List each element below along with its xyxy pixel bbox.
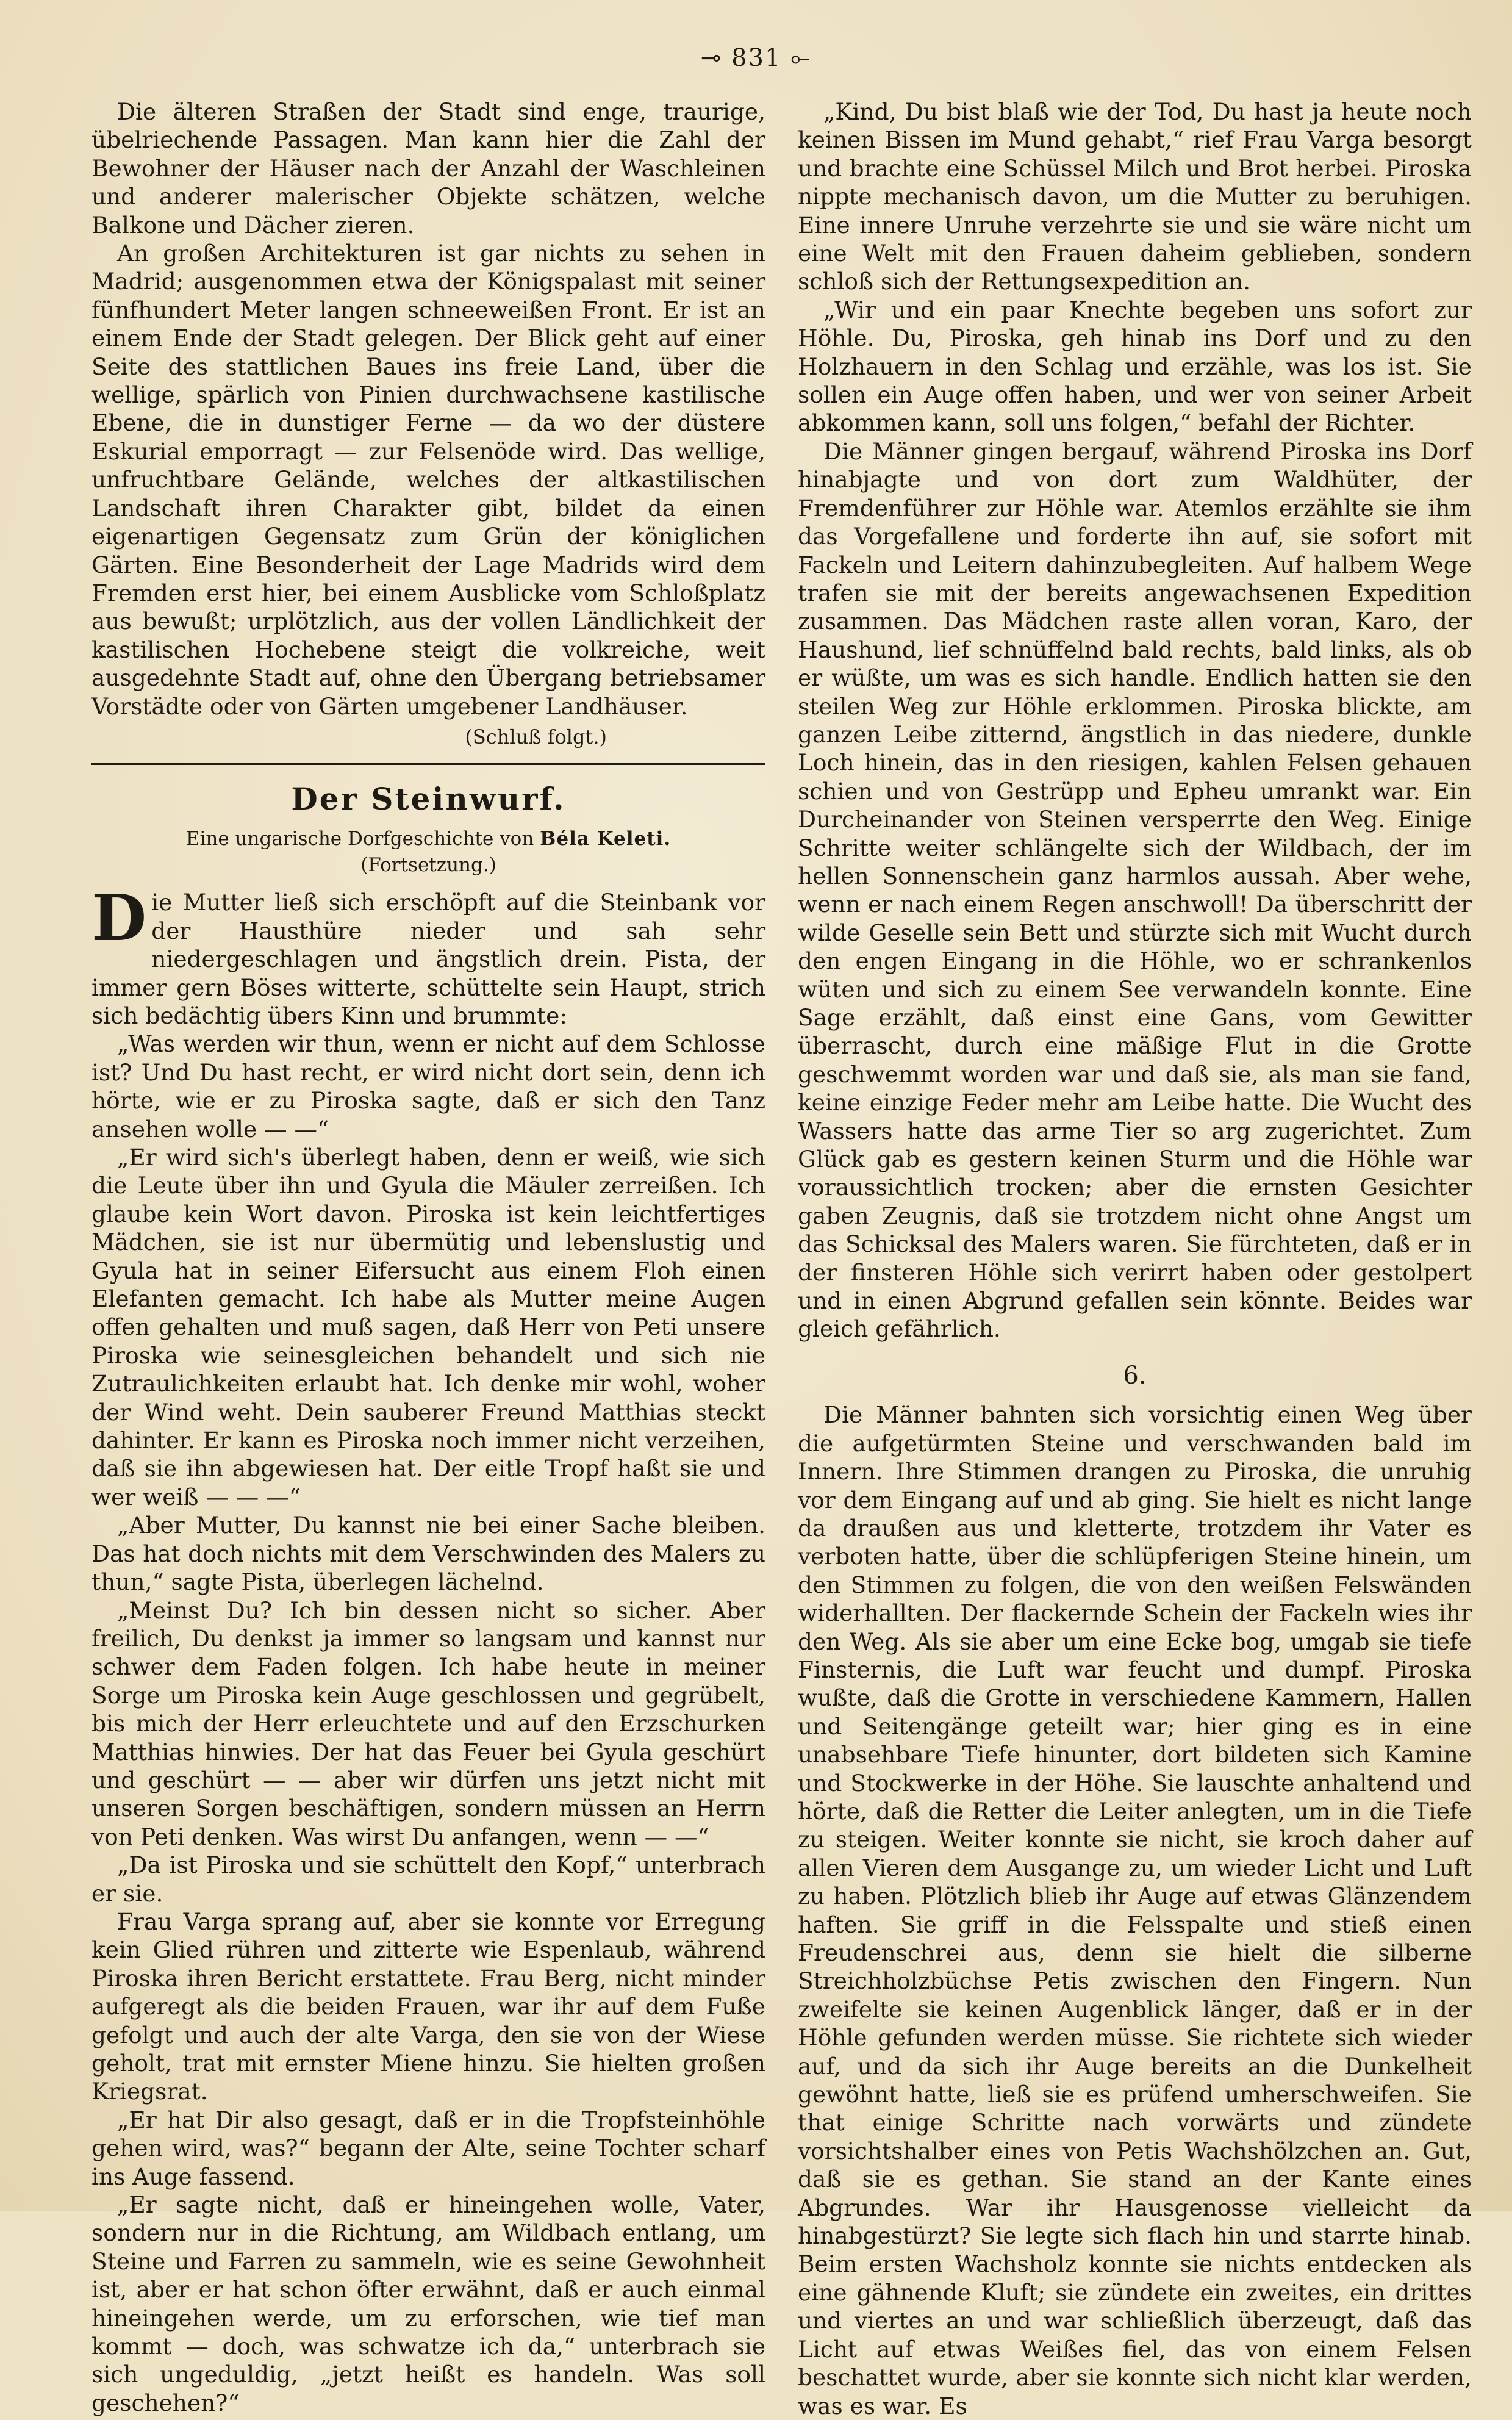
- ornament-right-icon: ⟜: [790, 44, 812, 72]
- drop-cap: D: [91, 880, 147, 956]
- story-paragraph-6: „Da ist Piroska und sie schüttelt den Kopf,“ unterbrach er sie.: [91, 1851, 765, 1907]
- story-paragraph-3: „Er wird sich's überlegt haben, denn er weiß, wie sich die Leute über ihn und Gyula die Mäuler zerreißen. Ich glaube kein Wort davon. Piroska ist kein leichtfertiges Mädchen, sie ist nur übermütig und lebenslustig und Gyula hat in seiner Eifersucht aus einem Floh einen Elefanten gemacht. Ich habe als Mutter meine Augen offen gehalten und muß sagen, daß Herr von Peti unsere Piroska wie seinesgleichen behandelt und sich nie Zutraulichkeiten erlaubt hat. Ich denke mir wohl, woher der Wind weht. Dein sauberer Freund Matthias steckt dahinter. Er kann es Piroska noch immer nicht verzeihen, daß sie ihn abgewiesen hat. Der eitle Tropf haßt sie und wer weiß — — —“: [91, 1144, 765, 1510]
- story-paragraph-1-text: ie Mutter ließ sich erschöpft auf die Steinbank vor der Hausthüre nieder und sah sehr niedergeschlagen und ängstlich drein. Pista, der immer gern Böses witterte, schüttelte sein Haupt, strich sich bedächtig übers Kinn und brummte:: [91, 889, 765, 1029]
- madrid-paragraph-1: Die älteren Straßen der Stadt sind enge, traurige, übelriechende Passagen. Man kann hier die Zahl der Bewohner der Häuser nach der Anzahl der Waschleinen und anderer malerischer Objekte schätzen, welche Balkone und Dächer zieren.: [91, 98, 765, 239]
- subtitle-prefix: Eine ungarische Dorfgeschichte von: [185, 828, 534, 850]
- right-paragraph-1: „Kind, Du bist blaß wie der Tod, Du hast ja heute noch keinen Bissen im Mund gehabt,“ rief Frau Varga besorgt und brachte eine Schüssel Milch und Brot herbei. Piroska nippte mechanisch davon, um die Mutter zu beruhigen. Eine innere Unruhe verzehrte sie und sie wäre nicht um eine Welt mit den Frauen daheim geblieben, sondern schloß sich der Rettungsexpedition an.: [798, 98, 1472, 295]
- story-paragraph-8: „Er hat Dir also gesagt, daß er in die Tropfsteinhöhle gehen wird, was?“ begann der Alte, seine Tochter scharf ins Auge fassend.: [91, 2106, 765, 2190]
- story-paragraph-7: Frau Varga sprang auf, aber sie konnte vor Erregung kein Glied rühren und zitterte wie Espenlaub, während Piroska ihren Bericht erstattete. Frau Berg, nicht minder aufgeregt als die beiden Frauen, war ihr auf dem Fuße gefolgt und auch der alte Varga, den sie von der Wiese geholt, trat mit ernster Miene hinzu. Sie hielten großen Kriegsrat.: [91, 1908, 765, 2105]
- story-author: Béla Keleti.: [540, 828, 672, 850]
- right-paragraph-3: Die Männer gingen bergauf, während Piroska ins Dorf hinabjagte und von dort zum Waldhüter, der Fremdenführer zur Höhle war. Atemlos erzählte sie ihm das Vorgefallene und forderte ihn auf, sie sofort mit Fackeln und Leitern dahinzubegleiten. Auf halbem Wege trafen sie mit der bereits angewachsenen Expedition zusammen. Das Mädchen raste allen voran, Karo, der Haushund, lief schnüffelnd bald rechts, bald links, als ob er wüßte, um was es sich handle. Endlich hatten sie den steilen Weg zur Höhle erklommen. Piroska blickte, am ganzen Leibe zitternd, ängstlich in das niedere, dunkle Loch hinein, das in den riesigen, kahlen Felsen gehauen schien und von Gestrüpp und Epheu umrankt war. Ein Durcheinander von Steinen versperrte den Weg. Einige Schritte weiter schlängelte sich der Wildbach, der im hellen Sonnenschein ganz harmlos aussah. Aber wehe, wenn er nach einem Regen anschwoll! Da überschritt der wilde Geselle sein Bett und stürzte sich mit Wucht durch den engen Eingang in die Höhle, wo er schrankenlos wüten und sich zu einem See verwandeln konnte. Eine Sage erzählt, daß einst eine Gans, vom Gewitter überrascht, durch eine mäßige Flut in die Grotte geschwemmt worden war und daß sie, als man sie fand, keine einzige Feder mehr am Leibe hatte. Die Wucht des Wassers hatte das arme Tier so arg zugerichtet. Zum Glück gab es gestern keinen Sturm und die Höhle war voraussichtlich trocken; aber die ernsten Gesichter gaben Zeugnis, daß sie trotzdem nicht ohne Angst um das Schicksal des Malers waren. Sie fürchteten, daß er in der finsteren Höhle sich verirrt haben oder gestolpert und in einen Abgrund gefallen sein könnte. Beides war gleich gefährlich.: [798, 437, 1472, 1343]
- left-column: [91, 98, 765, 2416]
- right-paragraph-2: „Wir und ein paar Knechte begeben uns sofort zur Höhle. Du, Piroska, geh hinab ins Dorf und zu den Holzhauern in den Schlag und erzähle, was los ist. Sie sollen ein Auge offen haben, und wer von seiner Arbeit abkommen kann, soll uns folgen,“ befahl der Richter.: [798, 296, 1472, 437]
- right-column: [798, 98, 1472, 2419]
- section-divider: [91, 763, 765, 765]
- story-continuation-label: (Fortsetzung.): [360, 854, 496, 877]
- story-paragraph-4: „Aber Mutter, Du kannst nie bei einer Sache bleiben. Das hat doch nichts mit dem Verschwinden des Malers zu thun,“ sagte Pista, überlegen lächelnd.: [91, 1512, 765, 1596]
- continuation-note: (Schluß folgt.): [465, 725, 607, 749]
- story-subtitle: [91, 826, 765, 852]
- story-paragraph-5: „Meinst Du? Ich bin dessen nicht so sicher. Aber freilich, Du denkst ja immer so langsam und kannst nur schwer dem Faden folgen. Ich habe heute in meiner Sorge um Piroska kein Auge geschlossen und gegrübelt, bis mich der Herr erleuchtete und auf den Erzschurken Matthias hinwies. Der hat das Feuer bei Gyula geschürt und geschürt — — aber wir dürfen uns jetzt nicht mit unseren Sorgen beschäftigen, sondern müssen an Herrn von Peti denken. Was wirst Du anfangen, wenn — —“: [91, 1596, 765, 1850]
- ornament-left-icon: ⊸: [700, 44, 723, 72]
- story-paragraph-9: „Er sagte nicht, daß er hineingehen wolle, Vater, sondern nur in die Richtung, am Wildbach entlang, um Steine und Farren zu sammeln, wie es seine Gewohnheit ist, aber er hat schon öfter erwähnt, daß er auch einmal hineingehen werde, um zu erforschen, wie tief man kommt — doch, was schwatze ich da,“ unterbrach sie sich ungeduldig, „jetzt heißt es handeln. Was soll geschehen?“: [91, 2191, 765, 2416]
- section-number: 6.: [1123, 1361, 1147, 1390]
- story-paragraph-2: „Was werden wir thun, wenn er nicht auf dem Schlosse ist? Und Du hast recht, er wird nicht dort sein, denn ich hörte, wie er zu Piroska sagte, daß er sich den Tanz ansehen wolle — —“: [91, 1030, 765, 1143]
- page-number: ⊸ 831 ⟜: [700, 44, 812, 72]
- story-title: Der Steinwurf.: [291, 781, 566, 817]
- story-paragraph-1: [91, 880, 765, 1030]
- right-paragraph-4: Die Männer bahnten sich vorsichtig einen Weg über die aufgetürmten Steine und verschwanden bald im Innern. Ihre Stimmen drangen zu Piroska, die unruhig vor dem Eingang auf und ab ging. Sie hielt es nicht lange da draußen aus und kletterte, trotzdem ihr Vater es verboten hatte, über die schlüpferigen Steine hinein, um den Stimmen zu folgen, die von den weißen Felswänden widerhallten. Der flackernde Schein der Fackeln wies ihr den Weg. Als sie aber um eine Ecke bog, umgab sie tiefe Finsternis, die Luft war feucht und dumpf. Piroska wußte, daß die Grotte in verschiedene Kammern, Hallen und Seitengänge geteilt war; hier ging es in eine unabsehbare Tiefe hinunter, dort bildeten sich Kamine und Stockwerke in der Höhe. Sie lauschte anhaltend und hörte, daß die Retter die Leiter anlegten, um in die Tiefe zu steigen. Weiter konnte sie nicht, sie kroch daher auf allen Vieren dem Ausgange zu, um wieder Licht und Luft zu haben. Plötzlich blieb ihr Auge auf etwas Glänzendem haften. Sie griff in die Felsspalte und stieß einen Freudenschrei aus, denn sie hielt die silberne Streichholzbüchse Petis zwischen den Fingern. Nun zweifelte sie keinen Augenblick länger, daß er in der Höhle gefunden werden müsse. Sie richtete sich wieder auf, und da sich ihr Auge bereits an die Dunkelheit gewöhnt hatte, ließ sie es prüfend umherschweifen. Sie that einige Schritte nach vorwärts und zündete vorsichtshalber eines von Petis Wachshölzchen an. Gut, daß sie es gethan. Sie stand an der Kante eines Abgrundes. War ihr Hausgenosse vielleicht da hinabgestürzt? Sie legte sich flach hin und starrte hinab. Beim ersten Wachsholz konnte sie nichts entdecken als eine gähnende Kluft; sie zündete ein zweites, ein drittes und viertes an und war schließlich überzeugt, daß das Licht auf etwas Weißes fiel, das von einem Felsen beschattet wurde, aber sie konnte sich nicht klar werden, was es war. Es: [798, 1401, 1472, 2419]
- madrid-paragraph-2: An großen Architekturen ist gar nichts zu sehen in Madrid; ausgenommen etwa der Königspalast mit seiner fünfhundert Meter langen schneeweißen Front. Er ist an einem Ende der Stadt gelegen. Der Blick geht auf einer Seite des stattlichen Baues ins freie Land, über die wellige, spärlich von Pinien durchwachsene kastilische Ebene, die in dunstiger Ferne — da wo der düstere Eskurial emporragt — zur Felsenöde wird. Das wellige, unfruchtbare Gelände, welches der altkastilischen Landschaft ihren Charakter gibt, bildet da einen eigenartigen Gegensatz zum Grün der königlichen Gärten. Eine Besonderheit der Lage Madrids wird dem Fremden erst hier, bei einem Ausblicke vom Schloßplatz aus bewußt; urplötzlich, aus der vollen Ländlichkeit der kastilischen Hochebene steigt die volkreiche, weit ausgedehnte Stadt auf, ohne den Übergang betriebsamer Vorstädte oder von Gärten umgebener Landhäuser.: [91, 240, 765, 720]
